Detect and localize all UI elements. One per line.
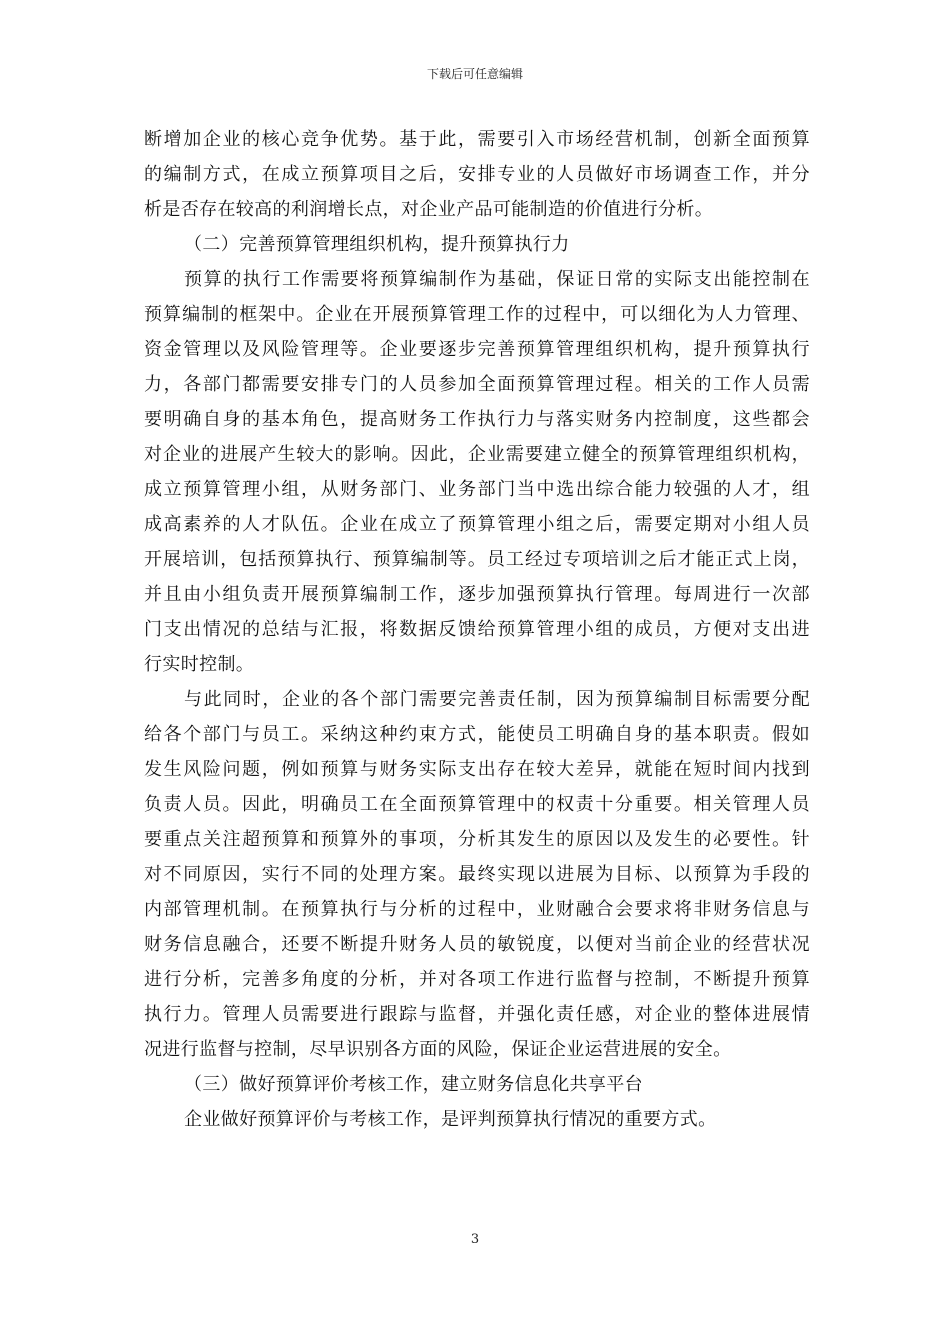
paragraph-line: 预算编制的框架中。企业在开展预算管理工作的过程中，可以细化为人力管理、	[144, 304, 810, 325]
paragraph-line: 负责人员。因此，明确员工在全面预算管理中的权责十分重要。相关管理人员	[144, 794, 810, 815]
section-heading: （二）完善预算管理组织机构，提升预算执行力	[184, 234, 570, 255]
paragraph-line: 成高素养的人才队伍。企业在成立了预算管理小组之后，需要定期对小组人员	[144, 514, 810, 535]
paragraph-line: 要明确自身的基本角色，提高财务工作执行力与落实财务内控制度，这些都会	[144, 409, 810, 430]
paragraph-line: 预算的执行工作需要将预算编制作为基础，保证日常的实际支出能控制在	[184, 269, 810, 290]
paragraph-line: 门支出情况的总结与汇报，将数据反馈给预算管理小组的成员，方便对支出进	[144, 619, 810, 640]
paragraph-line: 内部管理机制。在预算执行与分析的过程中，业财融合会要求将非财务信息与	[144, 899, 810, 920]
paragraph-line: 对不同原因，实行不同的处理方案。最终实现以进展为目标、以预算为手段的	[144, 864, 810, 885]
paragraph-line: 对企业的进展产生较大的影响。因此，企业需要建立健全的预算管理组织机构，	[144, 444, 810, 465]
paragraph-line: 发生风险问题，例如预算与财务实际支出存在较大差异，就能在短时间内找到	[144, 759, 810, 780]
paragraph-line: 要重点关注超预算和预算外的事项，分析其发生的原因以及发生的必要性。针	[144, 829, 810, 850]
paragraph-line: 行实时控制。	[144, 654, 255, 675]
paragraph-line: 开展培训，包括预算执行、预算编制等。员工经过专项培训之后才能正式上岗，	[144, 549, 810, 570]
paragraph-line: 与此同时，企业的各个部门需要完善责任制，因为预算编制目标需要分配	[184, 689, 810, 710]
paragraph-line: 财务信息融合，还要不断提升财务人员的敏锐度，以便对当前企业的经营状况	[144, 934, 810, 955]
paragraph-line: 给各个部门与员工。采纳这种约束方式，能使员工明确自身的基本职责。假如	[144, 724, 810, 745]
document-body	[144, 122, 810, 1137]
paragraph-line: 并且由小组负责开展预算编制工作，逐步加强预算执行管理。每周进行一次部	[144, 584, 810, 605]
paragraph-line: 成立预算管理小组，从财务部门、业务部门当中选出综合能力较强的人才，组	[144, 479, 810, 500]
page-header: 下载后可任意编辑	[426, 67, 523, 81]
section-heading: （三）做好预算评价考核工作，建立财务信息化共享平台	[184, 1074, 643, 1095]
paragraph-line: 的编制方式，在成立预算项目之后，安排专业的人员做好市场调查工作，并分	[144, 164, 810, 185]
paragraph-line: 析是否存在较高的利润增长点，对企业产品可能制造的价值进行分析。	[144, 199, 714, 220]
paragraph-line: 资金管理以及风险管理等。企业要逐步完善预算管理组织机构，提升预算执行	[144, 339, 810, 360]
page-number: 3	[470, 1232, 480, 1247]
paragraph-line: 况进行监督与控制，尽早识别各方面的风险，保证企业运营进展的安全。	[144, 1039, 732, 1060]
paragraph-line: 进行分析，完善多角度的分析，并对各项工作进行监督与控制，不断提升预算	[144, 969, 810, 990]
paragraph-line: 企业做好预算评价与考核工作，是评判预算执行情况的重要方式。	[184, 1109, 717, 1130]
paragraph-line: 断增加企业的核心竞争优势。基于此，需要引入市场经营机制，创新全面预算	[144, 129, 810, 150]
paragraph-line: 执行力。管理人员需要进行跟踪与监督，并强化责任感，对企业的整体进展情	[144, 1004, 810, 1025]
paragraph-line: 力，各部门都需要安排专门的人员参加全面预算管理过程。相关的工作人员需	[144, 374, 810, 395]
